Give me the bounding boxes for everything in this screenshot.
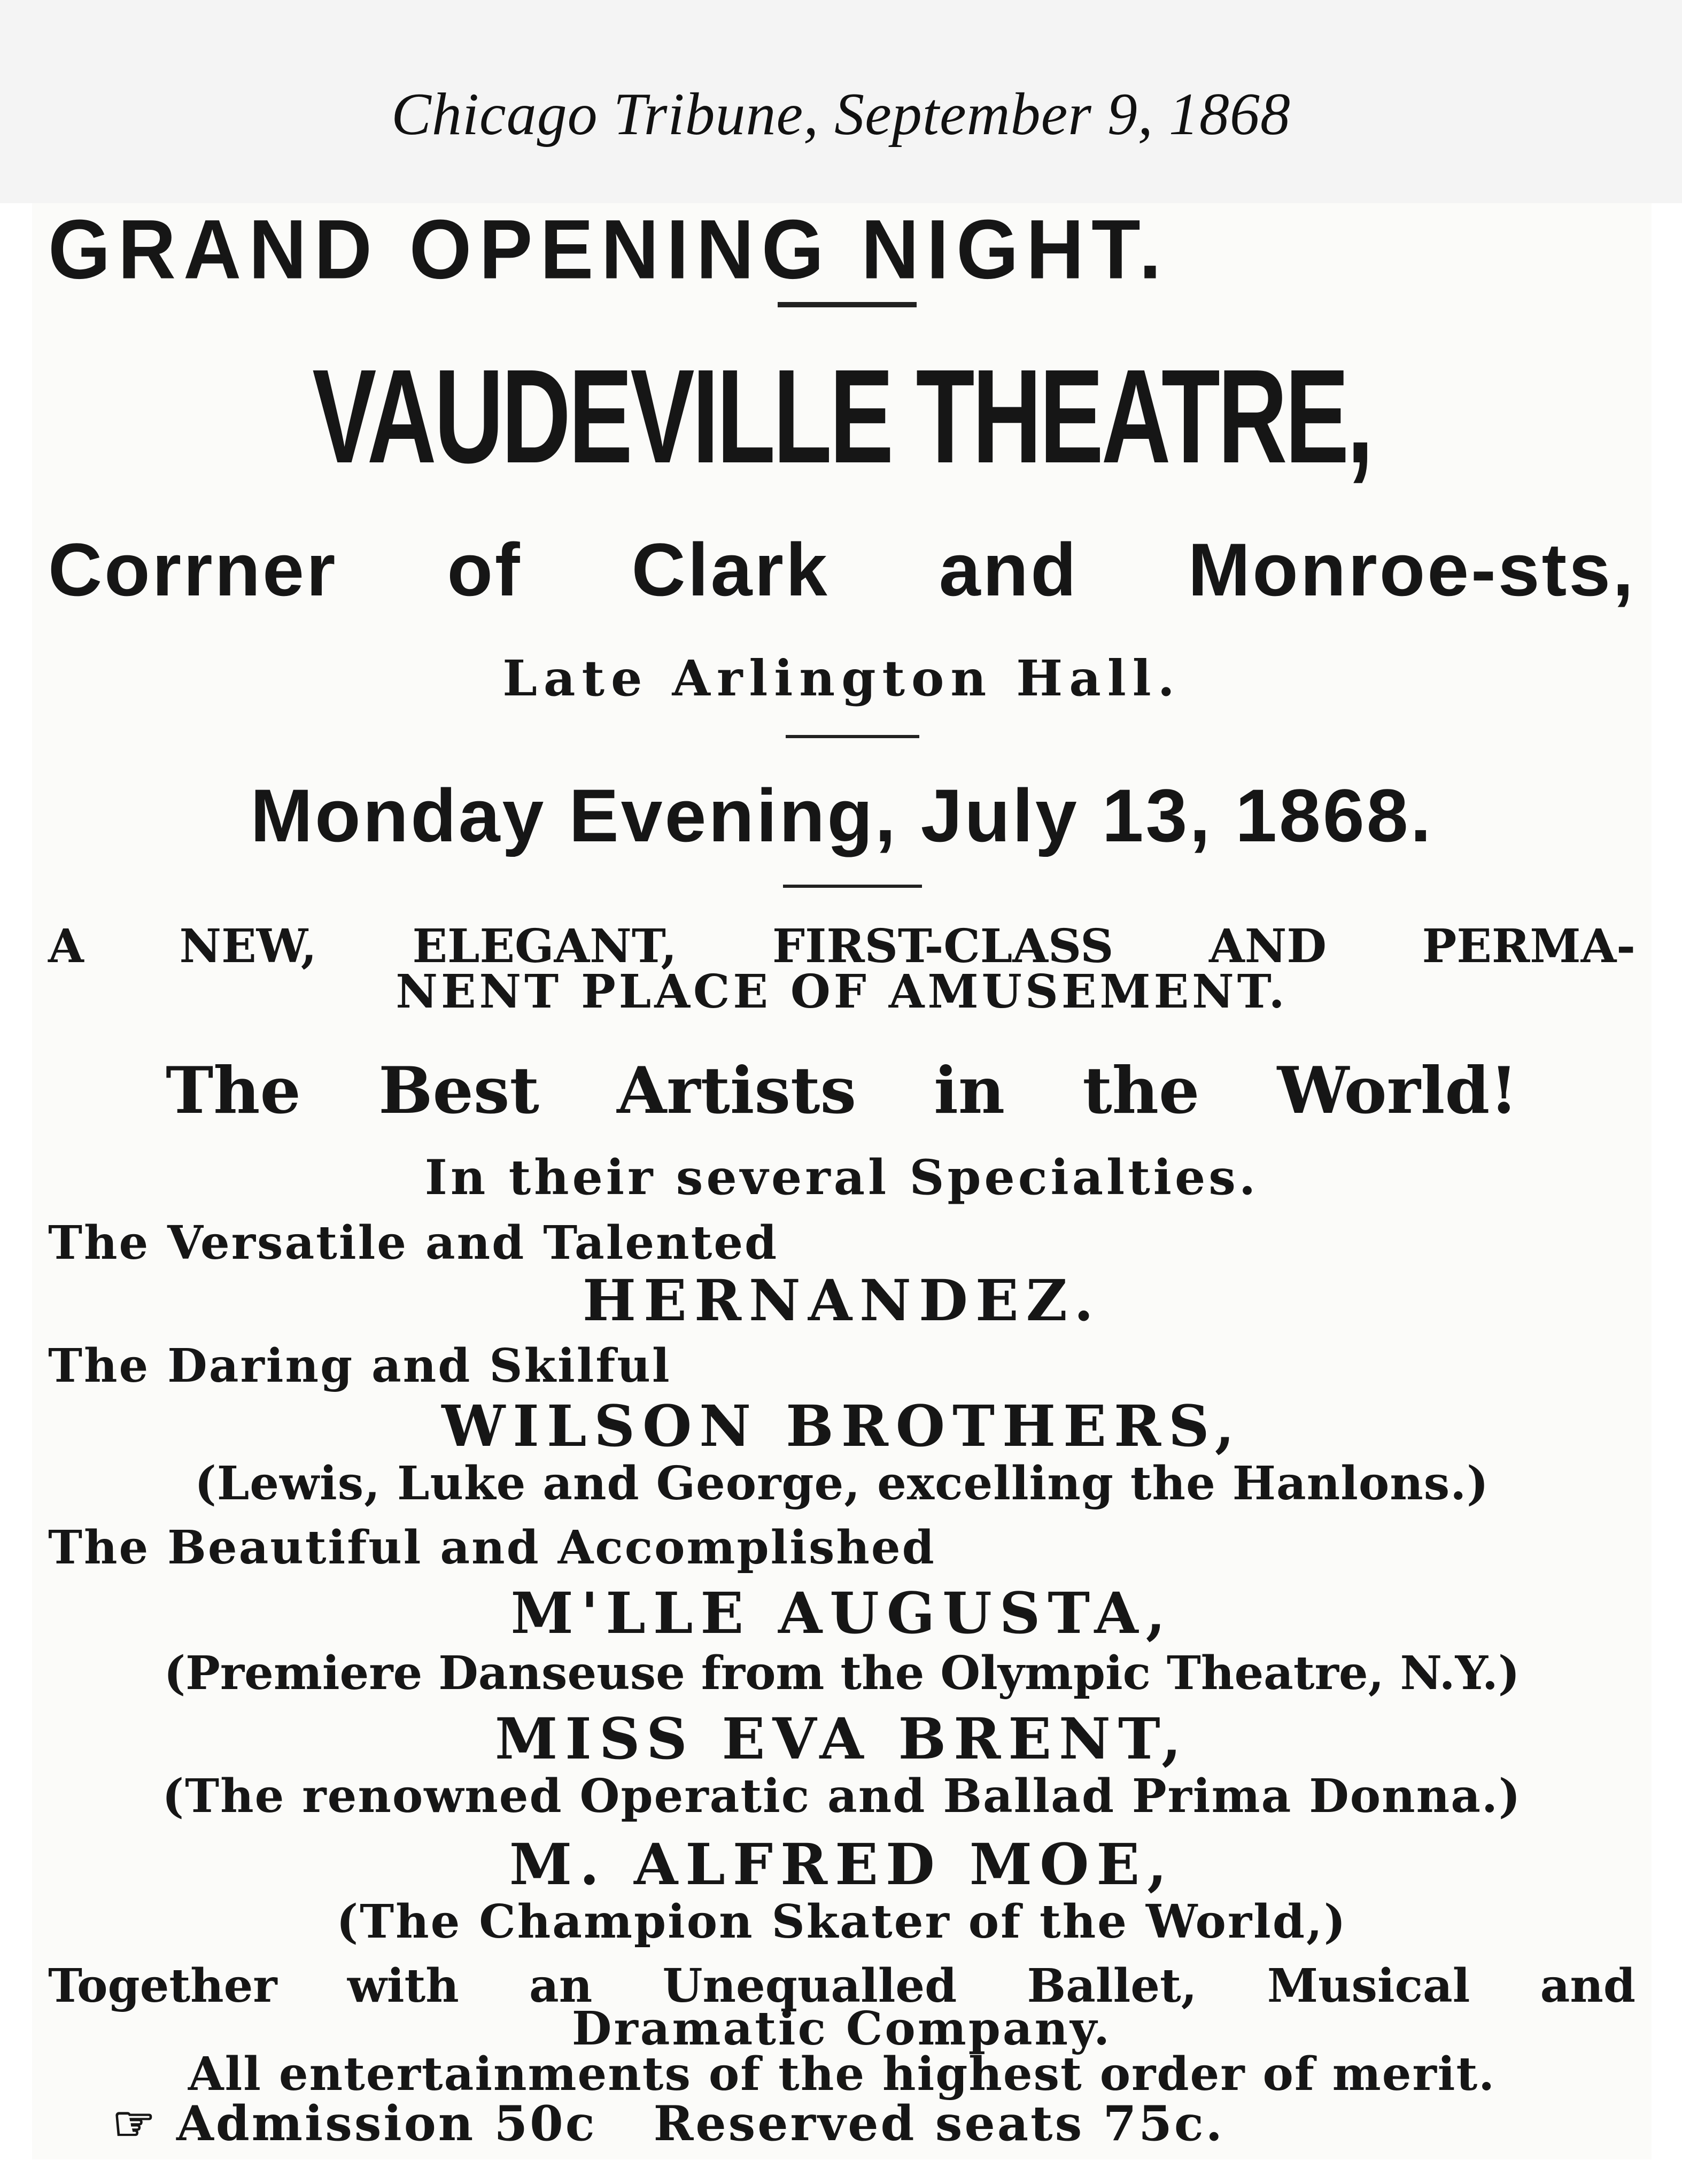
rule-2 xyxy=(783,885,922,888)
wilson-intro: The Daring and Skilful xyxy=(48,1339,671,1393)
pointing-hand-icon: ☞ xyxy=(112,2095,158,2152)
event-date: Monday Evening, July 13, 1868. xyxy=(250,773,1433,857)
rule-1 xyxy=(786,735,919,738)
company-line-1: Together with an Unequalled Ballet, Musical and xyxy=(48,1959,1636,2013)
wilson-note: (Lewis, Luke and George, excelling the Hanlons.) xyxy=(195,1457,1489,1511)
company-line-2: Dramatic Company. xyxy=(571,2002,1112,2056)
hernandez-name: HERNANDEZ. xyxy=(582,1267,1102,1334)
augusta-name: M'LLE AUGUSTA, xyxy=(510,1579,1173,1646)
former-name: Late Arlington Hall. xyxy=(502,649,1181,707)
brent-note: (The renowned Operatic and Ballad Prima Donna.) xyxy=(162,1769,1522,1823)
admission-line xyxy=(112,2095,1224,2152)
caption: Chicago Tribune, September 9, 1868 xyxy=(391,81,1291,148)
admission-prices: Admission 50c Reserved seats 75c. xyxy=(176,2095,1224,2152)
merit-line: All entertainments of the highest order of merit. xyxy=(188,2047,1496,2101)
specialties: In their several Specialties. xyxy=(424,1149,1259,1206)
best-artists: The Best Artists in the World! xyxy=(166,1053,1518,1128)
tagline-line-1: A NEW, ELEGANT, FIRST-CLASS AND PERMA- xyxy=(48,919,1636,973)
newspaper-clipping xyxy=(32,203,1652,2159)
moe-note: (The Champion Skater of the World,) xyxy=(336,1895,1347,1949)
brent-name: MISS EVA BRENT, xyxy=(494,1705,1189,1772)
wilson-name: WILSON BROTHERS, xyxy=(441,1392,1242,1459)
headline-rule xyxy=(778,302,917,307)
hernandez-intro: The Versatile and Talented xyxy=(48,1216,779,1270)
address: Corrner of Clark and Monroe-sts, xyxy=(48,528,1636,611)
theatre-name: VAUDEVILLE THEATRE, xyxy=(312,342,1371,491)
augusta-note: (Premiere Danseuse from the Olympic Theatre, N.Y.) xyxy=(164,1646,1520,1700)
augusta-intro: The Beautiful and Accomplished xyxy=(48,1521,936,1575)
tagline-line-2: NENT PLACE OF AMUSEMENT. xyxy=(396,965,1288,1019)
moe-name: M. ALFRED MOE, xyxy=(509,1831,1175,1898)
headline: GRAND OPENING NIGHT. xyxy=(48,202,1169,297)
